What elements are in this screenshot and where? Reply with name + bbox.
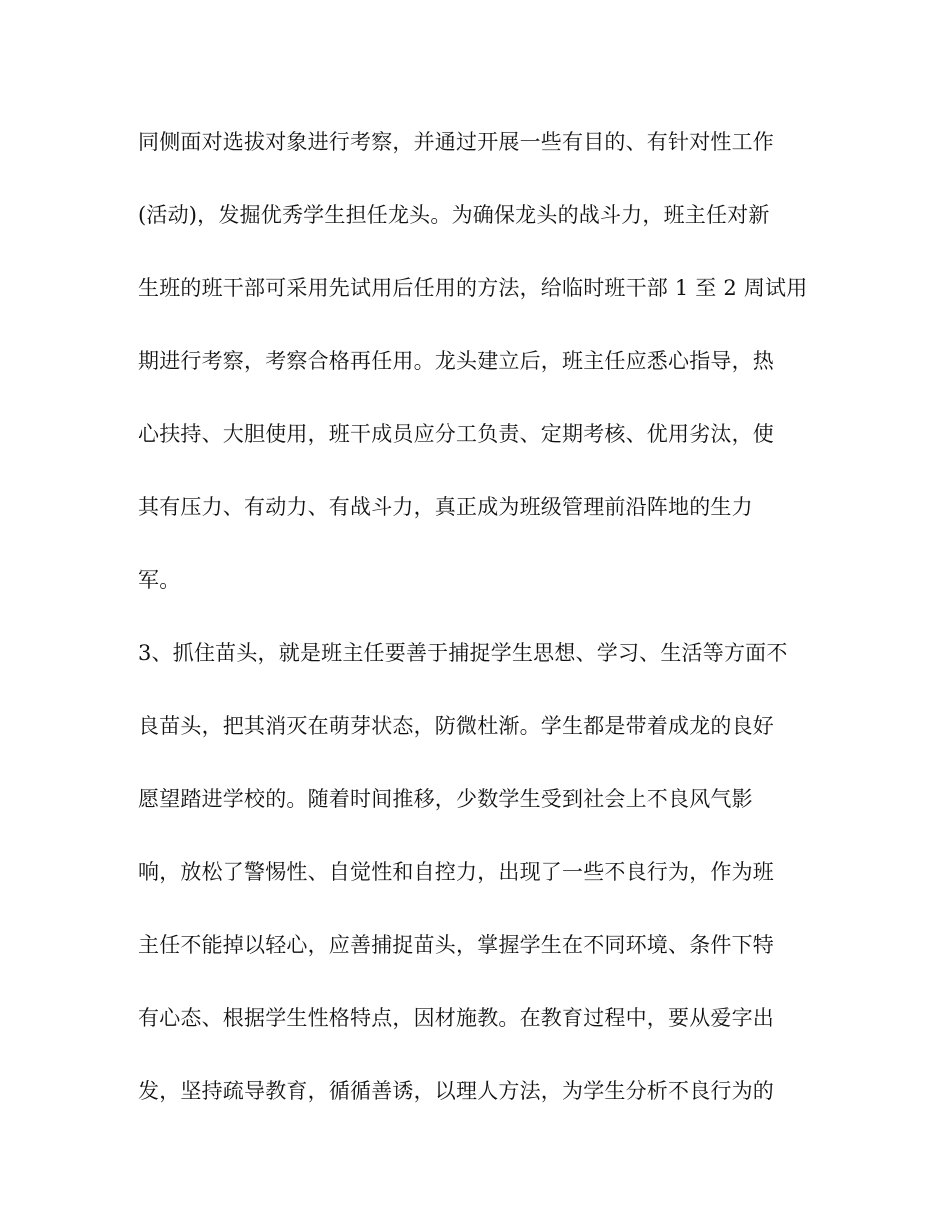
- body-text-line: 其有压力、有动力、有战斗力，真正成为班级管理前沿阵地的生力: [138, 495, 753, 519]
- body-text-line: 良苗头，把其消灭在萌芽状态，防微杜渐。学生都是带着成龙的良好: [138, 714, 774, 738]
- body-text-line: 期进行考察，考察合格再任用。龙头建立后，班主任应悉心指导，热: [138, 349, 774, 373]
- body-text-line: 同侧面对选拔对象进行考察，并通过开展一些有目的、有针对性工作: [138, 130, 774, 154]
- body-text-line: (活动)，发掘优秀学生担任龙头。为确保龙头的战斗力，班主任对新: [138, 203, 770, 227]
- body-text-line: 主任不能掉以轻心，应善捕捉苗头，掌握学生在不同环境、条件下特: [138, 933, 774, 957]
- body-text-line: 响，放松了警惕性、自觉性和自控力，出现了一些不良行为，作为班: [138, 860, 774, 884]
- body-text-line: 心扶持、大胆使用，班干成员应分工负责、定期考核、优用劣汰，使: [138, 422, 774, 446]
- body-text-line: 军。: [138, 568, 181, 592]
- body-text-line: 愿望踏进学校的。随着时间推移，少数学生受到社会上不良风气影: [138, 787, 753, 811]
- body-text-line: 3、抓住苗头，就是班主任要善于捕捉学生思想、学习、生活等方面不: [138, 641, 788, 665]
- body-text-line: 有心态、根据学生性格特点，因材施教。在教育过程中，要从爱字出: [138, 1006, 774, 1030]
- body-text-line: 生班的班干部可采用先试用后任用的方法，给临时班干部 1 至 2 周试用: [138, 276, 808, 300]
- body-text-line: 发，坚持疏导教育，循循善诱，以理人方法，为学生分析不良行为的: [138, 1079, 774, 1103]
